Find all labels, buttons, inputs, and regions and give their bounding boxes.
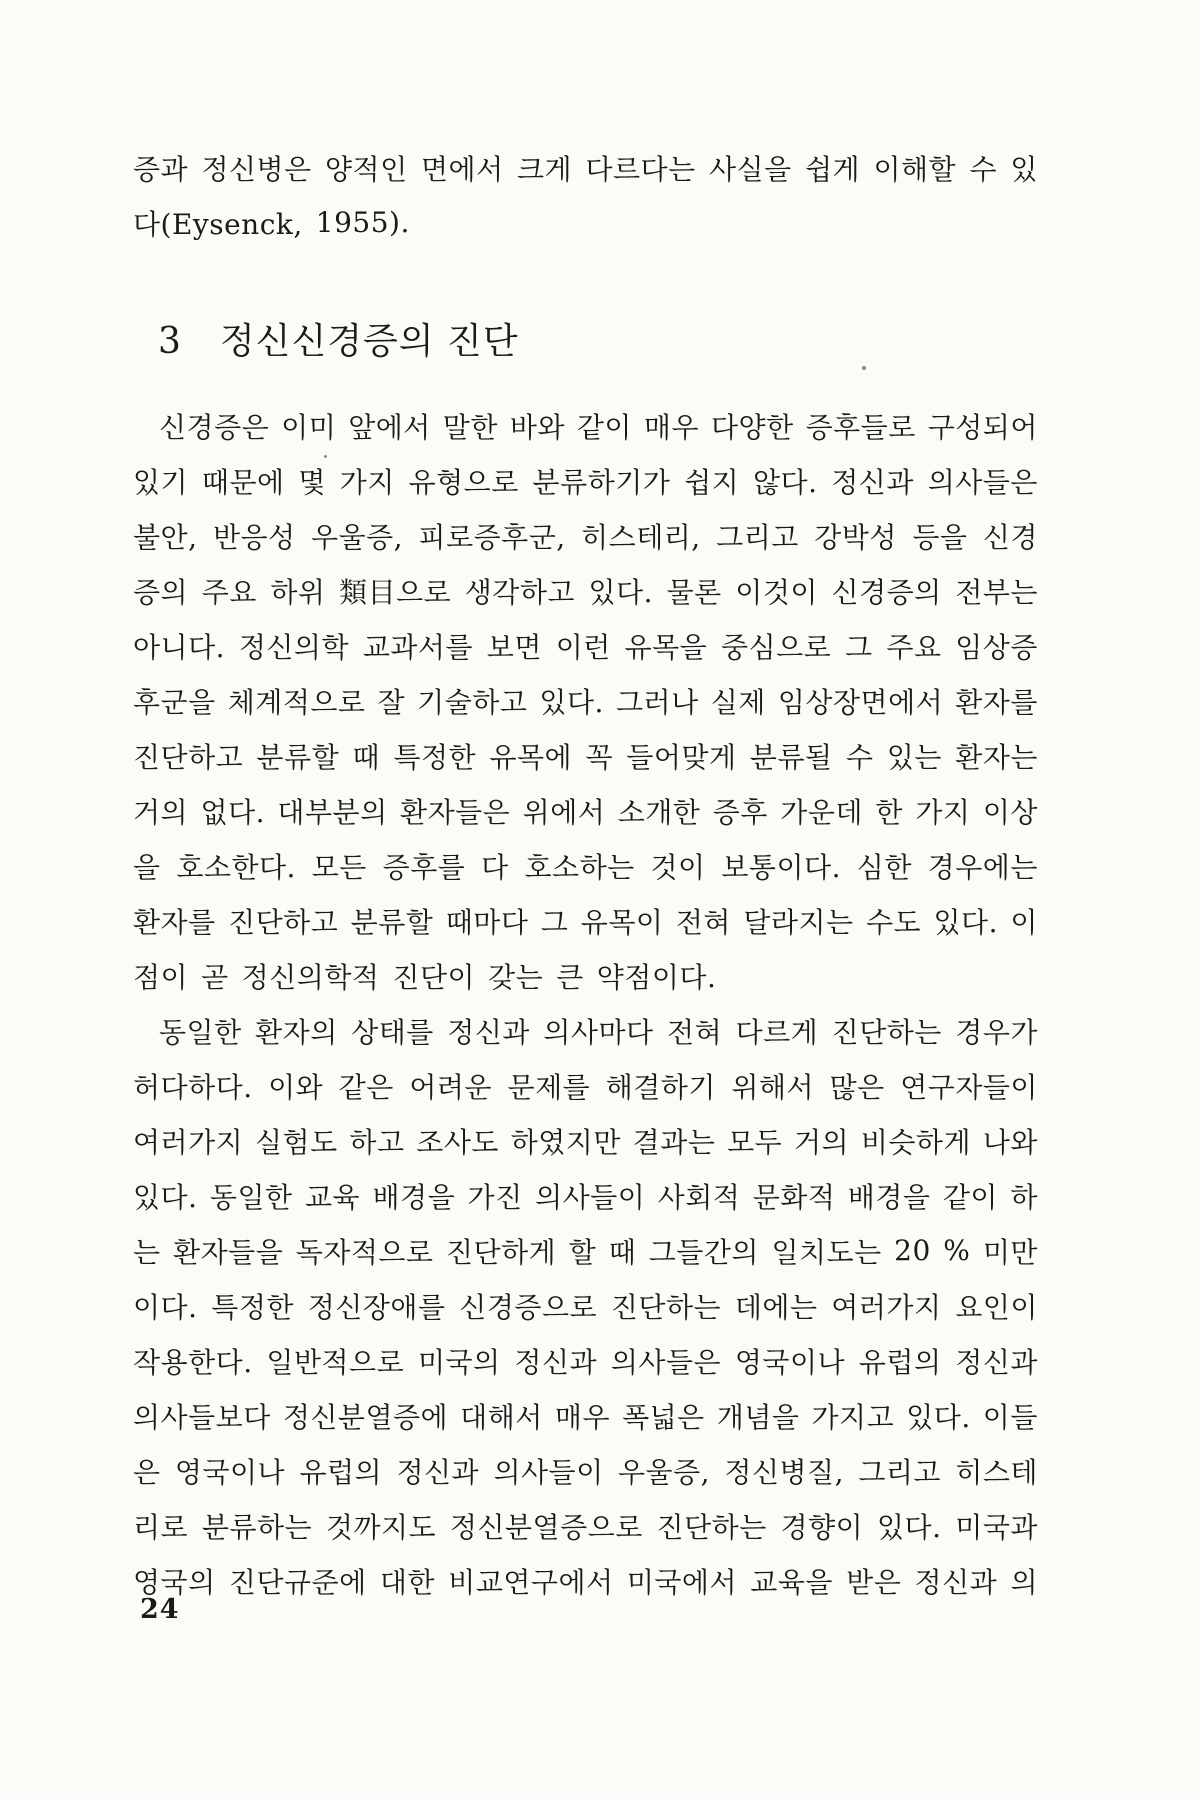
text-line: 후군을 체계적으로 잘 기술하고 있다. 그러나 실제 임상장면에서 환자를 [133, 685, 1038, 719]
scan-speck [324, 455, 327, 458]
text-line: 영국의 진단규준에 대한 비교연구에서 미국에서 교육을 받은 정신과 의 [133, 1565, 1038, 1599]
scan-speck [862, 366, 866, 370]
text-line: 환자를 진단하고 분류할 때마다 그 유목이 전혀 달라지는 수도 있다. 이 [133, 905, 1038, 939]
body-paragraphs [133, 398, 1038, 1608]
text-line: 아니다. 정신의학 교과서를 보면 이런 유목을 중심으로 그 주요 임상증 [133, 630, 1038, 664]
text-line: 허다하다. 이와 같은 어려운 문제를 해결하기 위해서 많은 연구자들이 [133, 1070, 1038, 1104]
intro-paragraph [133, 140, 1038, 250]
text-line: 는 환자들을 독자적으로 진단하게 할 때 그들간의 일치도는 20 % 미만 [133, 1234, 1038, 1269]
text-line: 동일한 환자의 상태를 정신과 의사마다 전혀 다르게 진단하는 경우가 [159, 1015, 1038, 1049]
text-line: 진단하고 분류할 때 특정한 유목에 꼭 들어맞게 분류될 수 있는 환자는 [133, 740, 1038, 774]
text-line: 작용한다. 일반적으로 미국의 정신과 의사들은 영국이나 유럽의 정신과 [133, 1345, 1038, 1379]
text-line: 증의 주요 하위 類目으로 생각하고 있다. 물론 이것이 신경증의 전부는 [133, 575, 1038, 609]
text-line: 을 호소한다. 모든 증후를 다 호소하는 것이 보통이다. 심한 경우에는 [133, 850, 1038, 884]
text-line: 불안, 반응성 우울증, 피로증후군, 히스테리, 그리고 강박성 등을 신경 [133, 520, 1038, 554]
text-line: 다(Eysenck, 1955). [133, 206, 410, 241]
text-line: 거의 없다. 대부분의 환자들은 위에서 소개한 증후 가운데 한 가지 이상 [133, 795, 1038, 829]
text-line: 리로 분류하는 것까지도 정신분열증으로 진단하는 경향이 있다. 미국과 [133, 1510, 1038, 1544]
section-heading [158, 316, 519, 368]
text-line: 이다. 특정한 정신장애를 신경증으로 진단하는 데에는 여러가지 요인이 [133, 1290, 1038, 1324]
text-line: 있다. 동일한 교육 배경을 가진 의사들이 사회적 문화적 배경을 같이 하 [133, 1180, 1038, 1214]
text-line: 여러가지 실험도 하고 조사도 하였지만 결과는 모두 거의 비슷하게 나와 [133, 1125, 1038, 1159]
text-line: 신경증은 이미 앞에서 말한 바와 같이 매우 다양한 증후들로 구성되어 [159, 410, 1038, 444]
text-line: 의사들보다 정신분열증에 대해서 매우 폭넓은 개념을 가지고 있다. 이들 [133, 1400, 1038, 1434]
section-title: 정신신경증의 진단 [219, 321, 519, 362]
text-line: 점이 곧 정신의학적 진단이 갖는 큰 약점이다. [133, 960, 717, 994]
text-line: 있기 때문에 몇 가지 유형으로 분류하기가 쉽지 않다. 정신과 의사들은 [133, 465, 1038, 499]
page-number: 24 [140, 1594, 180, 1625]
text-line: 증과 정신병은 양적인 면에서 크게 다르다는 사실을 쉽게 이해할 수 있 [133, 152, 1038, 186]
text-line: 은 영국이나 유럽의 정신과 의사들이 우울증, 정신병질, 그리고 히스테 [133, 1455, 1038, 1489]
section-number: 3 [158, 321, 182, 362]
